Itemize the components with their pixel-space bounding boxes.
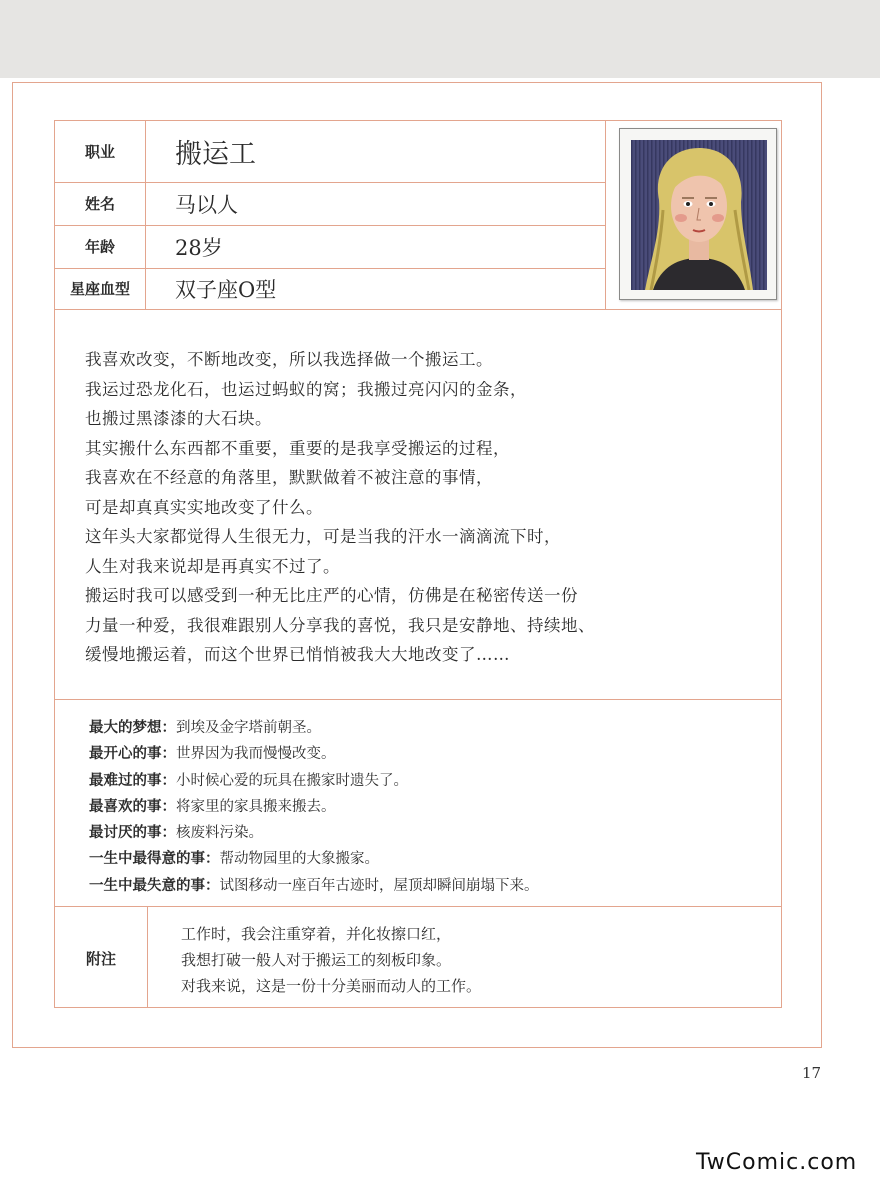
scan-top-band — [0, 0, 880, 78]
notes-label: 附注 — [85, 949, 116, 968]
profile-card — [54, 120, 782, 1008]
fact-value: 世界因为我而慢慢改变。 — [176, 746, 336, 763]
fact-key: 最喜欢的事： — [89, 797, 176, 815]
occupation-label: 职业 — [84, 143, 115, 161]
fact-value: 核废料污染。 — [176, 825, 263, 842]
fact-key: 最开心的事： — [89, 745, 176, 763]
name-value: 马以人 — [175, 192, 238, 217]
note-line: 工作时，我会注重穿着，并化妆擦口红， — [181, 925, 452, 943]
story-line: 我喜欢在不经意的角落里，默默做着不被注意的事情， — [85, 468, 493, 487]
fact-item — [89, 820, 769, 846]
story-line: 人生对我来说却是再真实不过了。 — [85, 556, 340, 576]
story-line: 搬运时我可以感受到一种无比庄严的心情，仿佛是在秘密传送一份 — [85, 586, 578, 605]
note-line: 对我来说，这是一份十分美丽而动人的工作。 — [181, 977, 482, 995]
fact-item — [89, 715, 769, 741]
story-line: 我喜欢改变，不断地改变，所以我选择做一个搬运工。 — [85, 350, 493, 369]
portrait-illustration — [631, 140, 767, 290]
occupation-value: 搬运工 — [175, 139, 256, 170]
fact-key: 最讨厌的事： — [89, 824, 176, 842]
story-line: 可是却真真实实地改变了什么。 — [85, 497, 323, 517]
fact-key: 最难过的事： — [89, 771, 176, 789]
notes-text — [181, 921, 741, 999]
fact-value: 小时候心爱的玩具在搬家时遗失了。 — [176, 772, 408, 789]
fact-key: 最大的梦想： — [89, 719, 176, 736]
fact-value: 试图移动一座百年古迹时，屋顶却瞬间崩塌下来。 — [219, 877, 539, 894]
story-line: 力量一种爱，我很难跟别人分享我的喜悦，我只是安静地、持续地、 — [85, 615, 595, 635]
fact-item — [89, 741, 769, 767]
zodiac-blood-label: 星座血型 — [69, 280, 130, 298]
watermark: TwComic.com — [696, 1150, 858, 1175]
fact-key: 一生中最得意的事： — [89, 850, 220, 868]
story-text — [85, 345, 765, 670]
portrait-photo — [619, 128, 777, 300]
fact-value: 帮动物园里的大象搬家。 — [219, 851, 379, 868]
page-number: 17 — [802, 1064, 822, 1082]
fact-item — [89, 846, 769, 872]
story-line: 我运过恐龙化石，也运过蚂蚁的窝；我搬过亮闪闪的金条， — [85, 379, 527, 399]
note-line: 我想打破一般人对于搬运工的刻板印象。 — [181, 951, 452, 969]
fact-key: 一生中最失意的事： — [89, 876, 220, 894]
section-divider — [55, 906, 782, 907]
fact-item — [89, 768, 769, 794]
label-column-divider — [145, 121, 146, 309]
facts-list — [89, 715, 769, 899]
fact-item — [89, 794, 769, 820]
section-divider — [55, 309, 782, 310]
story-line: 其实搬什么东西都不重要，重要的是我享受搬运的过程， — [85, 438, 510, 458]
name-label: 姓名 — [84, 195, 115, 213]
age-value: 28岁 — [175, 235, 223, 260]
age-label: 年龄 — [84, 238, 115, 256]
note-column-divider — [147, 906, 148, 1008]
portrait-column-divider — [605, 121, 606, 309]
story-line: 这年头大家都觉得人生很无力，可是当我的汗水一滴滴流下时， — [85, 527, 561, 546]
story-line: 缓慢地搬运着，而这个世界已悄悄被我大大地改变了…… — [85, 645, 510, 664]
zodiac-blood-value: 双子座O型 — [175, 277, 277, 302]
fact-value: 将家里的家具搬来搬去。 — [176, 798, 336, 815]
story-line: 也搬过黑漆漆的大石块。 — [85, 409, 272, 428]
fact-item — [89, 873, 769, 899]
fact-value: 到埃及金字塔前朝圣。 — [176, 720, 321, 736]
section-divider — [55, 699, 782, 700]
